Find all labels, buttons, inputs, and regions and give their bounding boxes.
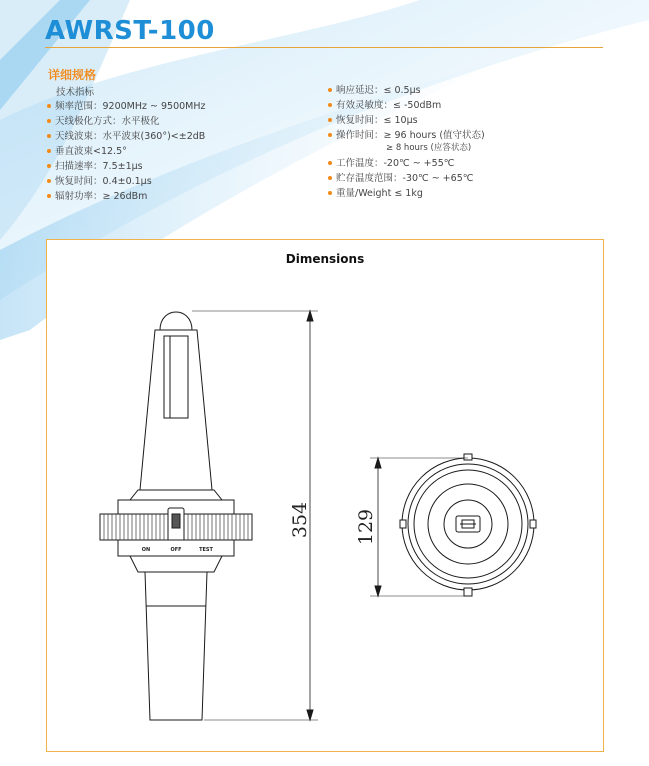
- specs-heading: 详细规格: [48, 68, 97, 82]
- spec-item: 频率范围：9200MHz ~ 9500MHz: [47, 99, 206, 114]
- spec-item: 工作温度：-20℃ ~ +55℃: [328, 156, 485, 171]
- dimensions-title: Dimensions: [285, 252, 365, 266]
- spec-item-continuation: ≥ 8 hours (应答状态): [386, 143, 472, 153]
- handle-tube: [145, 572, 207, 720]
- height-dimension-label: 354: [289, 501, 311, 539]
- spec-item: 响应延迟：≤ 0.5μs: [328, 83, 485, 98]
- switch-label-test: TEST: [199, 547, 213, 553]
- spec-item: 操作时间：≥ 96 hours (值守状态): [328, 128, 485, 143]
- spec-item: 有效灵敏度：≤ -50dBm: [328, 98, 485, 113]
- switch-label-off: OFF: [170, 547, 182, 553]
- spec-item: 天线波束：水平波束(360°)<±2dB: [47, 129, 206, 144]
- antenna-dome: [160, 312, 192, 330]
- spec-item: 恢复时间：0.4±0.1μs: [47, 174, 206, 189]
- spec-item: 辐射功率：≥ 26dBm: [47, 189, 206, 204]
- spec-item: 恢复时间：≤ 10μs: [328, 113, 485, 128]
- spec-item: 贮存温度范围：-30℃ ~ +65℃: [328, 171, 485, 186]
- diameter-dimension-label: 129: [355, 508, 377, 546]
- switch-label-on: ON: [141, 547, 151, 553]
- antenna-window: [164, 336, 188, 418]
- specs-subheading: 技术指标: [56, 87, 95, 98]
- spec-item: 重量/Weight ≤ 1kg: [328, 186, 485, 201]
- spec-item: 垂直波束<12.5°: [47, 144, 206, 159]
- spec-item: 天线极化方式：水平极化: [47, 114, 206, 129]
- spec-item: 扫描速率：7.5±1μs: [47, 159, 206, 174]
- product-title: AWRST-100: [45, 16, 215, 46]
